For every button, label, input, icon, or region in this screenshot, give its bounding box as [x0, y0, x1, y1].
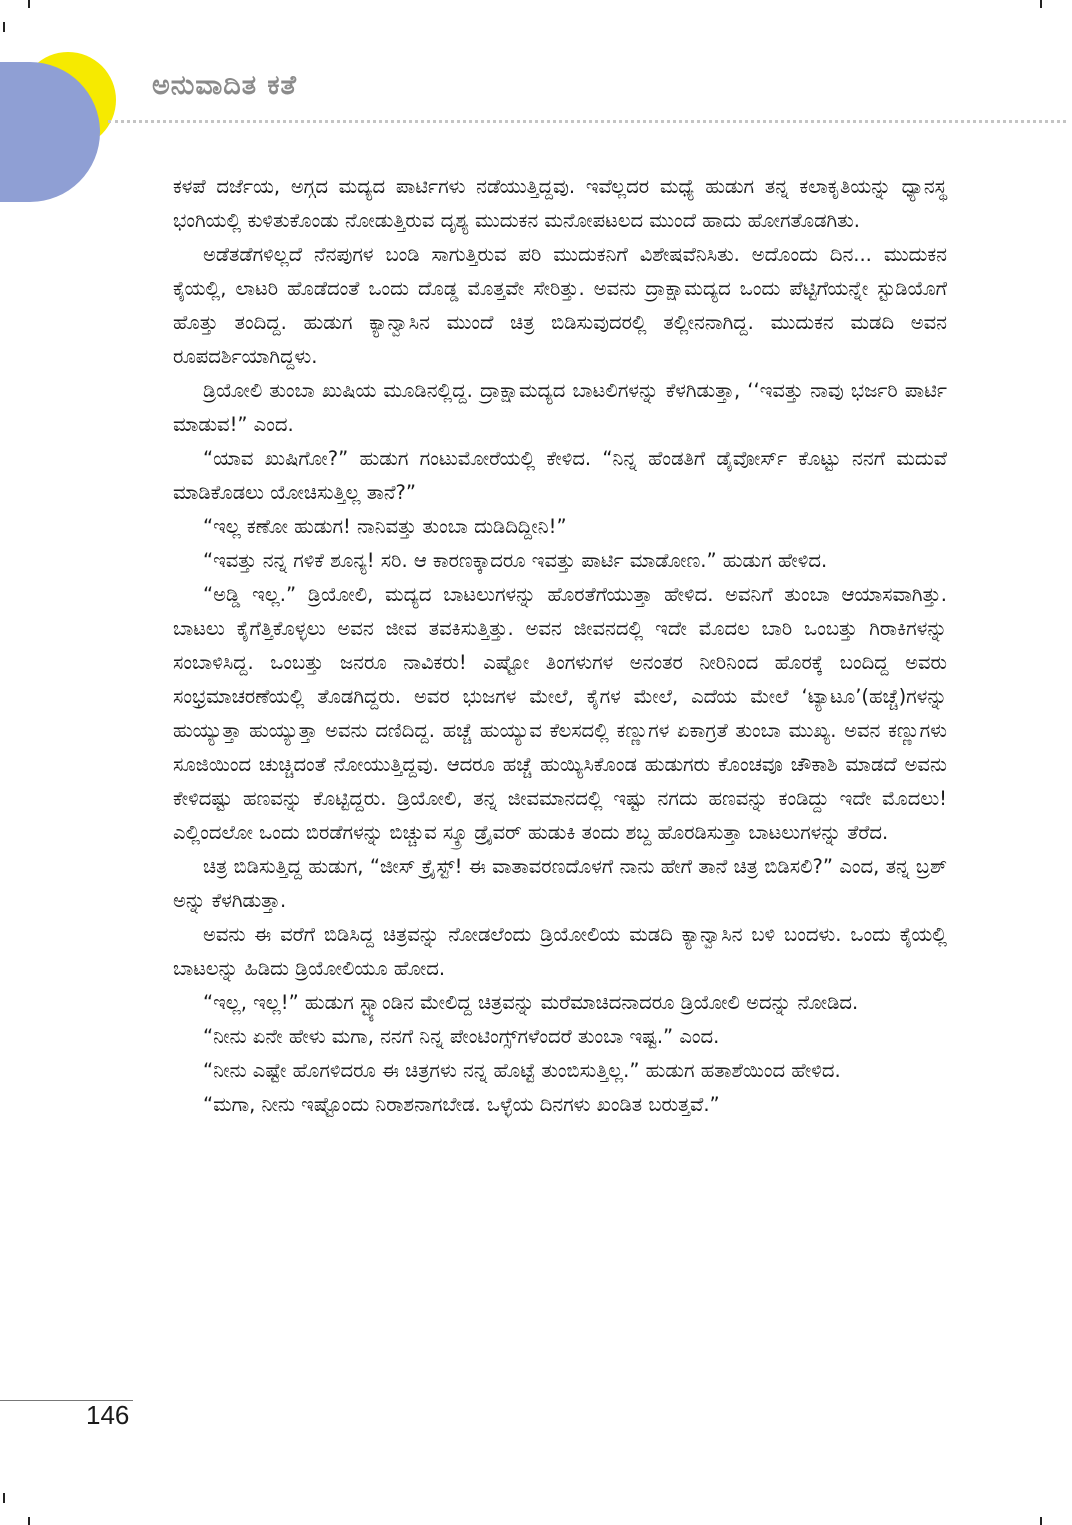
- crop-mark: [28, 1517, 30, 1525]
- paragraph: “ಮಗಾ, ನೀನು ಇಷ್ಟೊಂದು ನಿರಾಶನಾಗಬೇಡ. ಒಳ್ಳೆಯ ದಿನಗಳು ಖಂಡಿತ ಬರುತ್ತವೆ.”: [203, 1093, 720, 1116]
- paragraph: ಅಡೆತಡೆಗಳಿಲ್ಲದೆ ನೆನಪುಗಳ ಬಂಡಿ ಸಾಗುತ್ತಿರುವ ಪರಿ ಮುದುಕನಿಗೆ ವಿಶೇಷವೆನಿಸಿತು. ಅದೊಂದು ದಿನ... ಮುದುಕನ ಕೈಯಲ್ಲಿ, ಲಾಟರಿ ಹೊಡೆದಂತೆ ಒಂದು ದೊಡ್ಡ ಮೊತ್ತವೇ ಸೇರಿತ್ತು. ಅವನು ದ್ರಾಕ್ಷಾಮದ್ಯದ ಒಂದು ಪೆಟ್ಟಿಗೆಯನ್ನೇ ಸ್ಟುಡಿಯೊಗೆ ಹೊತ್ತು ತಂದಿದ್ದ. ಹುಡುಗ ಕ್ಯಾನ್ವಾಸಿನ ಮುಂದೆ ಚಿತ್ರ ಬಿಡಿಸುವುದರಲ್ಲಿ ತಲ್ಲೀನನಾಗಿದ್ದ. ಮುದುಕನ ಮಡದಿ ಅವನ ರೂಪದರ್ಶಿಯಾಗಿದ್ದಳು.: [173, 243, 947, 368]
- paragraph: ಕಳಪೆ ದರ್ಜೆಯ, ಅಗ್ಗದ ಮದ್ಯದ ಪಾರ್ಟಿಗಳು ನಡೆಯುತ್ತಿದ್ದವು. ಇವೆಲ್ಲದರ ಮಧ್ಯೆ ಹುಡುಗ ತನ್ನ ಕಲಾಕೃತಿಯನ್ನು ಧ್ಯಾನಸ್ಥ ಭಂಗಿಯಲ್ಲಿ ಕುಳಿತುಕೊಂಡು ನೋಡುತ್ತಿರುವ ದೃಶ್ಯ ಮುದುಕನ ಮನೋಪಟಲದ ಮುಂದೆ ಹಾದು ಹೋಗತೊಡಗಿತು.: [173, 175, 947, 232]
- crop-mark: [28, 0, 30, 8]
- crop-mark: [3, 22, 5, 32]
- paragraph: “ಇಲ್ಲ, ಇಲ್ಲ!” ಹುಡುಗ ಸ್ಟ್ಯಾಂಡಿನ ಮೇಲಿದ್ದ ಚಿತ್ರವನ್ನು ಮರೆಮಾಚಿದನಾದರೂ ಡ್ರಿಯೋಲಿ ಅದನ್ನು ನೋಡಿದ.: [203, 991, 859, 1014]
- paragraph: “ಇವತ್ತು ನನ್ನ ಗಳಿಕೆ ಶೂನ್ಯ! ಸರಿ. ಆ ಕಾರಣಕ್ಕಾದರೂ ಇವತ್ತು ಪಾರ್ಟಿ ಮಾಡೋಣ.” ಹುಡುಗ ಹೇಳಿದ.: [203, 549, 828, 572]
- header-dotted-divider: [108, 120, 1066, 123]
- paragraph: “ಯಾವ ಖುಷಿಗೋ?” ಹುಡುಗ ಗಂಟುಮೋರೆಯಲ್ಲಿ ಕೇಳಿದ. “ನಿನ್ನ ಹೆಂಡತಿಗೆ ಡೈವೋರ್ಸ್ ಕೊಟ್ಟು ನನಗೆ ಮದುವೆ ಮಾಡಿಕೊಡಲು ಯೋಚಿಸುತ್ತಿಲ್ಲ ತಾನೆ?”: [173, 447, 947, 504]
- running-header-title: ಅನುವಾದಿತ ಕತೆ: [152, 70, 297, 101]
- page-number: 146: [86, 1400, 130, 1430]
- paragraph: ಚಿತ್ರ ಬಿಡಿಸುತ್ತಿದ್ದ ಹುಡುಗ, “ಜೀಸ್ ಕ್ರೈಸ್ಟ್! ಈ ವಾತಾವರಣದೊಳಗೆ ನಾನು ಹೇಗೆ ತಾನೆ ಚಿತ್ರ ಬಿಡಿಸಲಿ?” ಎಂದ, ತನ್ನ ಬ್ರಶ್ ಅನ್ನು ಕೆಳಗಿಡುತ್ತಾ.: [173, 855, 947, 912]
- paragraph: “ಇಲ್ಲ ಕಣೋ ಹುಡುಗ! ನಾನಿವತ್ತು ತುಂಬಾ ದುಡಿದಿದ್ದೀನಿ!”: [203, 515, 567, 538]
- paragraph: “ನೀನು ಎಷ್ಟೇ ಹೊಗಳಿದರೂ ಈ ಚಿತ್ರಗಳು ನನ್ನ ಹೊಟ್ಟೆ ತುಂಬಿಸುತ್ತಿಲ್ಲ.” ಹುಡುಗ ಹತಾಶೆಯಿಂದ ಹೇಳಿದ.: [203, 1059, 841, 1082]
- crop-mark: [3, 1493, 5, 1503]
- crop-mark: [1040, 0, 1042, 8]
- crop-mark: [1040, 1517, 1042, 1525]
- story-body: [173, 170, 947, 1122]
- paragraph: ಡ್ರಿಯೋಲಿ ತುಂಬಾ ಖುಷಿಯ ಮೂಡಿನಲ್ಲಿದ್ದ. ದ್ರಾಕ್ಷಾಮದ್ಯದ ಬಾಟಲಿಗಳನ್ನು ಕೆಳಗಿಡುತ್ತಾ, ‘‘ಇವತ್ತು ನಾವು ಭರ್ಜರಿ ಪಾರ್ಟಿ ಮಾಡುವ!” ಎಂದ.: [173, 379, 947, 436]
- paragraph: “ನೀನು ಏನೇ ಹೇಳು ಮಗಾ, ನನಗೆ ನಿನ್ನ ಪೇಂಟಿಂಗ್ಸ್‌ಗಳೆಂದರೆ ತುಂಬಾ ಇಷ್ಟ.” ಎಂದ.: [203, 1025, 720, 1048]
- paragraph: ಅವನು ಈ ವರೆಗೆ ಬಿಡಿಸಿದ್ದ ಚಿತ್ರವನ್ನು ನೋಡಲೆಂದು ಡ್ರಿಯೋಲಿಯ ಮಡದಿ ಕ್ಯಾನ್ವಾಸಿನ ಬಳಿ ಬಂದಳು. ಒಂದು ಕೈಯಲ್ಲಿ ಬಾಟಲನ್ನು ಹಿಡಿದು ಡ್ರಿಯೋಲಿಯೂ ಹೋದ.: [173, 923, 947, 980]
- paragraph: “ಅಡ್ಡಿ ಇಲ್ಲ.” ಡ್ರಿಯೋಲಿ, ಮದ್ಯದ ಬಾಟಲುಗಳನ್ನು ಹೊರತೆಗೆಯುತ್ತಾ ಹೇಳಿದ. ಅವನಿಗೆ ತುಂಬಾ ಆಯಾಸವಾಗಿತ್ತು. ಬಾಟಲು ಕೈಗೆತ್ತಿಕೊಳ್ಳಲು ಅವನ ಜೀವ ತವಕಿಸುತ್ತಿತ್ತು. ಅವನ ಜೀವನದಲ್ಲಿ ಇದೇ ಮೊದಲ ಬಾರಿ ಒಂಬತ್ತು ಗಿರಾಕಿಗಳನ್ನು ಸಂಬಾಳಿಸಿದ್ದ. ಒಂಬತ್ತು ಜನರೂ ನಾವಿಕರು! ಎಷ್ಟೋ ತಿಂಗಳುಗಳ ಅನಂತರ ನೀರಿನಿಂದ ಹೊರಕ್ಕೆ ಬಂದಿದ್ದ ಅವರು ಸಂಭ್ರಮಾಚರಣೆಯಲ್ಲಿ ತೊಡಗಿದ್ದರು. ಅವರ ಭುಜಗಳ ಮೇಲೆ, ಕೈಗಳ ಮೇಲೆ, ಎದೆಯ ಮೇಲೆ ‘ಟ್ಯಾಟೂ’(ಹಚ್ಚೆ)ಗಳನ್ನು ಹುಯ್ಯುತ್ತಾ ಹುಯ್ಯುತ್ತಾ ಅವನು ದಣಿದಿದ್ದ. ಹಚ್ಚೆ ಹುಯ್ಯುವ ಕೆಲಸದಲ್ಲಿ ಕಣ್ಣುಗಳ ಏಕಾಗ್ರತೆ ತುಂಬಾ ಮುಖ್ಯ. ಅವನ ಕಣ್ಣುಗಳು ಸೂಜಿಯಿಂದ ಚುಚ್ಚಿದಂತೆ ನೋಯುತ್ತಿದ್ದವು. ಆದರೂ ಹಚ್ಚೆ ಹುಯ್ಯಿಸಿಕೊಂಡ ಹುಡುಗರು ಕೊಂಚವೂ ಚೌಕಾಶಿ ಮಾಡದೆ ಅವನು ಕೇಳಿದಷ್ಟು ಹಣವನ್ನು ಕೊಟ್ಟಿದ್ದರು. ಡ್ರಿಯೋಲಿ, ತನ್ನ ಜೀವಮಾನದಲ್ಲಿ ಇಷ್ಟು ನಗದು ಹಣವನ್ನು ಕಂಡಿದ್ದು ಇದೇ ಮೊದಲು! ಎಲ್ಲಿಂದಲೋ ಒಂದು ಬಿರಡೆಗಳನ್ನು ಬಿಚ್ಚುವ ಸ್ಕ್ರೂ ಡ್ರೈವರ್ ಹುಡುಕಿ ತಂದು ಶಬ್ದ ಹೊರಡಿಸುತ್ತಾ ಬಾಟಲುಗಳನ್ನು ತೆರೆದ.: [173, 583, 947, 844]
